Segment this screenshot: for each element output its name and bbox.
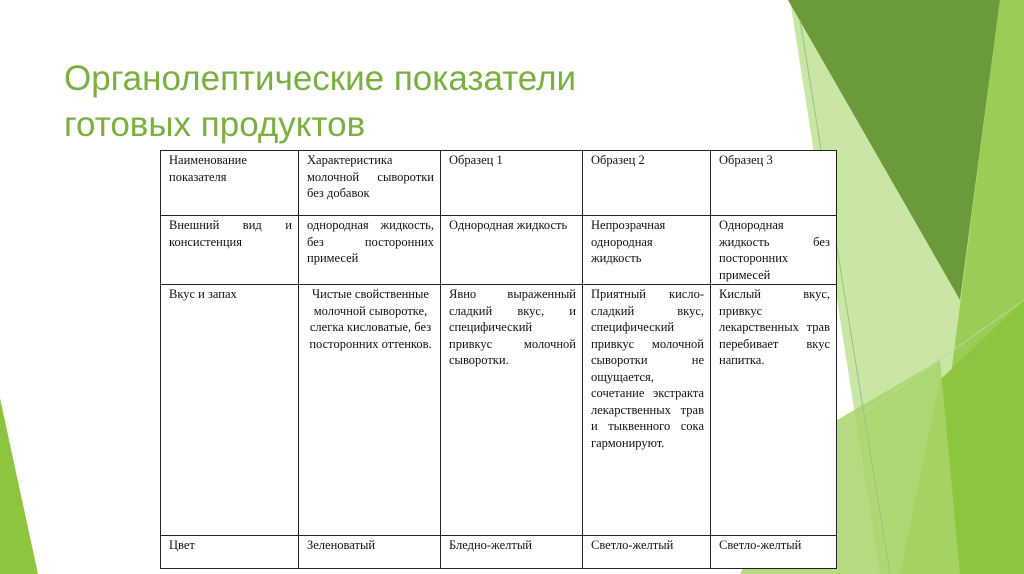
table-cell: Явно выраженный сладкий вкус, и специфический привкус молочной сыворотки. <box>441 285 583 536</box>
table-cell: Чистые свойственные молочной сыворотке, слегка кисловатые, без посторонних оттенков. <box>299 285 441 536</box>
table-cell: Вкус и запах <box>161 285 299 536</box>
table-cell: Однородная жидкость <box>441 216 583 285</box>
table-cell: Светло-желтый <box>583 536 711 569</box>
table-row <box>161 216 837 285</box>
table-row <box>161 285 837 536</box>
table-cell: Светло-желтый <box>711 536 837 569</box>
header-cell: Образец 1 <box>441 151 583 216</box>
table-cell: Зеленоватый <box>299 536 441 569</box>
table-cell: Непрозрачная однородная жидкость <box>583 216 711 285</box>
table-cell: Цвет <box>161 536 299 569</box>
table-cell: однородная жидкость, без посторонних примесей <box>299 216 441 285</box>
left-green-shape <box>0 398 38 574</box>
header-cell: Образец 2 <box>583 151 711 216</box>
table-cell: Приятный кисло-сладкий вкус, специфический привкус молочной сыворотки не ощущается, сочетание экстракта лекарственных трав и тыквенного сока гармонируют. <box>583 285 711 536</box>
table-header-row <box>161 151 837 216</box>
table-cell: Однородная жидкость без посторонних примесей <box>711 216 837 285</box>
table-cell: Внешний вид и консистенция <box>161 216 299 285</box>
table-row <box>161 536 837 569</box>
table-cell: Кислый вкус, привкус лекарственных трав перебивает вкус напитка. <box>711 285 837 536</box>
page-title <box>64 56 784 148</box>
header-cell: Наименование показателя <box>161 151 299 216</box>
organoleptic-table <box>160 150 837 569</box>
header-cell: Характеристика молочной сыворотки без добавок <box>299 151 441 216</box>
header-cell: Образец 3 <box>711 151 837 216</box>
title-line-1: Органолептические показатели <box>64 59 577 98</box>
title-line-2: готовых продуктов <box>64 105 366 144</box>
table-cell: Бледно-желтый <box>441 536 583 569</box>
